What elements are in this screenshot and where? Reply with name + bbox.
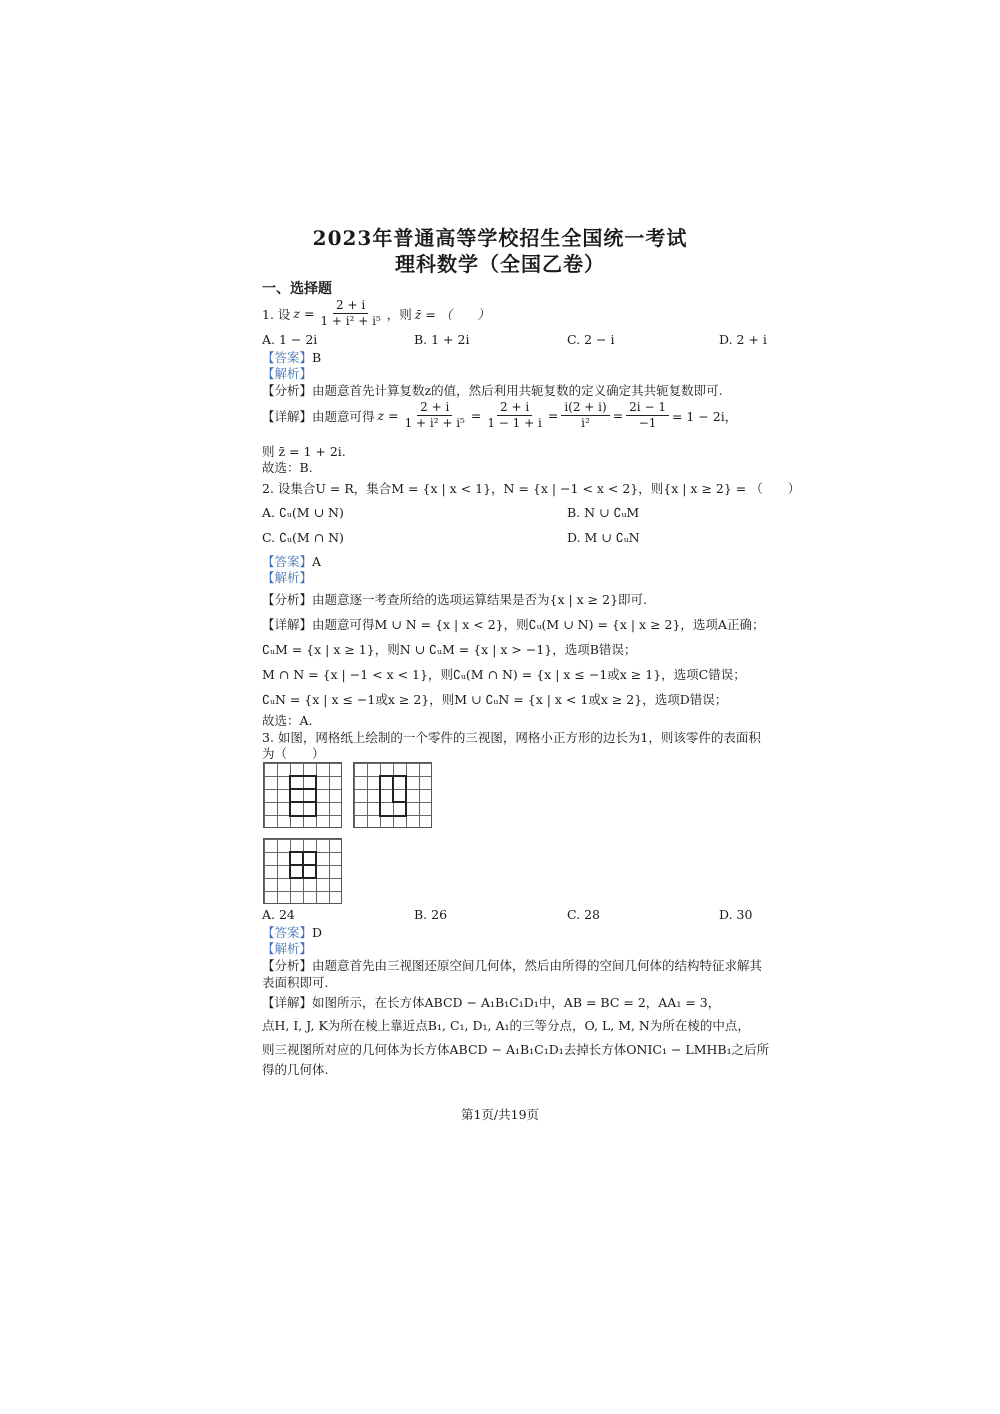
q2-option-d: D. M ∪ ∁ᵤN <box>567 530 640 545</box>
q1-frac-num: 2 + i <box>333 298 368 314</box>
q1-analysis-tag: 【解析】 <box>262 366 313 381</box>
q3-option-c: C. 28 <box>567 907 600 922</box>
q3-answer: D <box>312 925 323 940</box>
q1-xj-f4-den: −1 <box>638 416 657 430</box>
top-view-edge <box>302 851 304 879</box>
q1-conj: 则 z̄ = 1 + 2i. <box>262 444 346 459</box>
q2-fenxi: 【分析】由题意逐一考查所给的选项运算结果是否为{x | x ≥ 2}即可. <box>262 592 648 607</box>
q3-xiangjie-3: 则三视图所对应的几何体为长方体ABCD − A₁B₁C₁D₁去掉长方体ONIC₁ − LMHB₁之后所 <box>262 1042 770 1057</box>
q3-fenxi-1: 【分析】由题意首先由三视图还原空间几何体，然后由所得的空间几何体的结构特征求解其 <box>262 958 763 973</box>
q3-option-a: A. 24 <box>262 907 295 922</box>
q3-xiangjie-2: 点H, I, J, K为所在棱上靠近点B₁, C₁, D₁, A₁的三等分点，O, L, M, N为所在棱的中点， <box>262 1018 750 1033</box>
q3-option-d: D. 30 <box>719 907 753 922</box>
q2-xiangjie-1: 【详解】由题意可得M ∪ N = {x | x < 2}，则∁ᵤ(M ∪ N) = {x | x ≥ 2}，选项A正确； <box>262 617 765 632</box>
q1-xj-result: = 1 − 2i， <box>671 408 738 424</box>
front-view-outline <box>289 775 317 817</box>
q1-xj-frac-2 <box>484 400 544 431</box>
q1-z-eq: z = <box>293 306 315 321</box>
equals-sign: = <box>470 408 482 423</box>
front-view-edge <box>289 788 317 790</box>
q2-stem: 2. 设集合U = R，集合M = {x | x < 1}，N = {x | −1 < x < 2}，则{x | x ≥ 2} = （ ） <box>262 481 801 496</box>
q2-xiangjie-3: M ∩ N = {x | −1 < x < 1}，则∁ᵤ(M ∩ N) = {x | x ≤ −1或x ≥ 1}，选项C错误； <box>262 667 746 682</box>
q1-zbar: z̄ = （ ） <box>414 306 490 322</box>
q2-answer: A <box>312 554 322 569</box>
q3-stem-1: 3. 如图，网格纸上绘制的一个零件的三视图，网格小正方形的边长为1，则该零件的表面积 <box>262 730 761 745</box>
q1-xj-frac-1 <box>402 400 468 431</box>
q3-xiangjie-1: 【详解】如图所示，在长方体ABCD − A₁B₁C₁D₁中，AB = BC = 2，AA₁ = 3， <box>262 995 721 1010</box>
q1-xj-f2-den: 1 − 1 + i <box>487 416 542 430</box>
q2-option-a: A. ∁ᵤ(M ∪ N) <box>262 505 344 520</box>
front-view-grid <box>263 762 342 828</box>
front-view-edge <box>289 801 317 803</box>
q1-xj-frac-3 <box>561 400 609 431</box>
q1-frac-den: 1 + i² + i⁵ <box>320 314 381 328</box>
q2-option-c: C. ∁ᵤ(M ∩ N) <box>262 530 344 545</box>
side-view-grid <box>353 762 432 828</box>
equals-sign: = <box>547 408 559 423</box>
q1-conclusion: 故选：B. <box>262 460 313 475</box>
q1-xj-f3-num: i(2 + i) <box>561 400 609 416</box>
q3-option-b: B. 26 <box>414 907 448 922</box>
q1-fraction <box>317 298 383 329</box>
top-view-grid <box>263 838 342 904</box>
q1-option-c: C. 2 − i <box>567 332 615 347</box>
q1-option-a: A. 1 − 2i <box>262 332 318 347</box>
q1-xj-f2-num: 2 + i <box>497 400 532 416</box>
q1-option-d: D. 2 + i <box>719 332 767 347</box>
q2-answer-tag: 【答案】 <box>262 554 313 569</box>
side-view-edge <box>392 775 394 803</box>
q1-fenxi: 【分析】由题意首先计算复数z的值，然后利用共轭复数的定义确定其共轭复数即可. <box>262 383 723 398</box>
q1-xj-z: z = <box>377 408 399 423</box>
q3-fenxi-2: 表面积即可. <box>262 975 329 990</box>
q1-xj-f4-num: 2i − 1 <box>626 400 669 416</box>
q3-analysis-tag: 【解析】 <box>262 941 313 956</box>
side-view-edge <box>392 801 407 803</box>
q2-conclusion: 故选：A. <box>262 713 313 728</box>
q2-xiangjie-2: ∁ᵤM = {x | x ≥ 1}，则N ∪ ∁ᵤM = {x | x > −1}，选项B错误； <box>262 642 637 657</box>
q1-stem-prefix: 1. 设 <box>262 306 291 322</box>
q1-xiangjie <box>262 400 737 431</box>
q3-xiangjie-4: 得的几何体. <box>262 1062 329 1077</box>
q1-stem <box>262 298 490 329</box>
q1-xj-prefix: 【详解】由题意可得 <box>262 408 375 424</box>
q1-stem-suffix: ，则 <box>386 306 412 322</box>
q1-xj-f1-den: 1 + i² + i⁵ <box>404 416 465 430</box>
title-line-2: 理科数学（全国乙卷） <box>395 252 605 276</box>
q1-answer-tag: 【答案】 <box>262 350 313 365</box>
q3-stem-2: 为（ ） <box>262 746 325 761</box>
q1-answer: B <box>312 350 322 365</box>
q2-option-b: B. N ∪ ∁ᵤM <box>567 505 640 520</box>
q1-xj-frac-4 <box>626 400 669 431</box>
q1-xj-f1-num: 2 + i <box>417 400 452 416</box>
q1-option-b: B. 1 + 2i <box>414 332 470 347</box>
q2-xiangjie-4: ∁ᵤN = {x | x ≤ −1或x ≥ 2}，则M ∪ ∁ᵤN = {x | x < 1或x ≥ 2}，选项D错误； <box>262 692 728 707</box>
q2-analysis-tag: 【解析】 <box>262 570 313 585</box>
equals-sign: = <box>612 408 624 423</box>
title-line-1: 2023年普通高等学校招生全国统一考试 <box>312 226 688 250</box>
section-heading: 一、选择题 <box>262 281 332 297</box>
page-number: 第1页/共19页 <box>460 1107 540 1122</box>
q1-xj-f3-den: i² <box>581 416 590 430</box>
q3-answer-tag: 【答案】 <box>262 925 313 940</box>
